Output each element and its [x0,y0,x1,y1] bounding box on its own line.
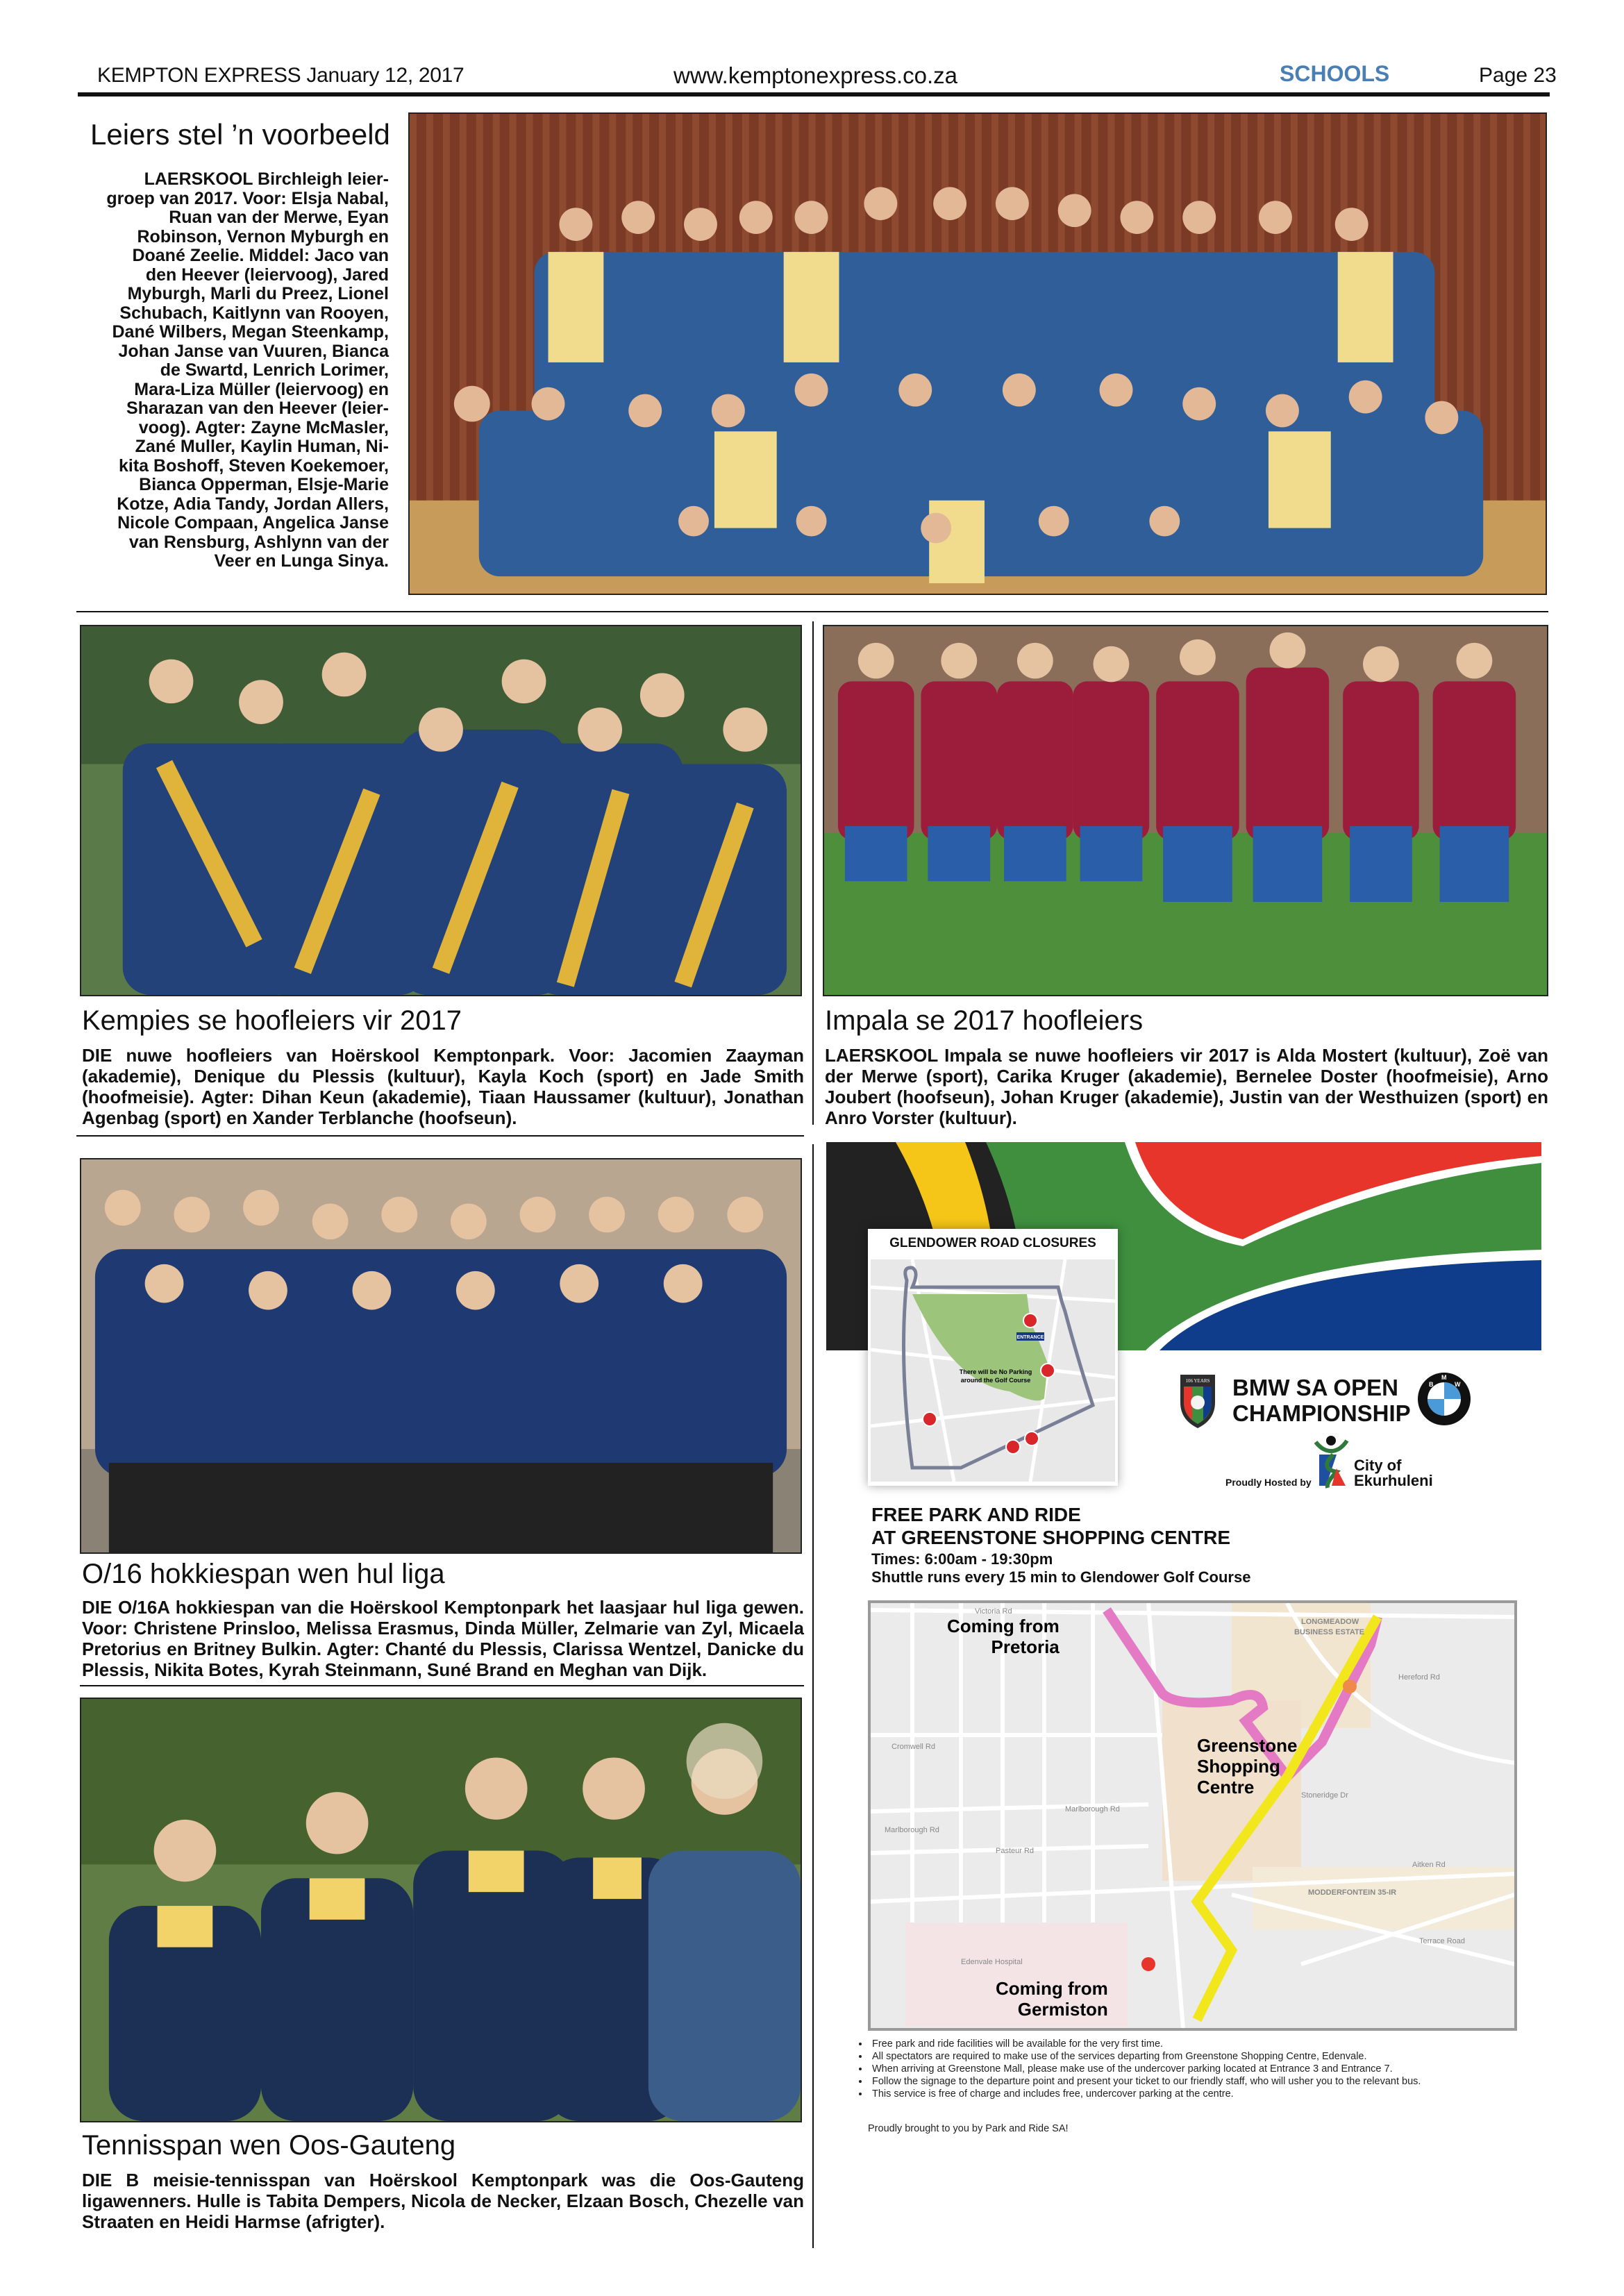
entrance-marker: ENTRANCE [1016,1335,1044,1340]
caption-line: Johan Janse van Vuuren, Bianca [118,341,389,361]
caption-line: Doané Zeelie. Middel: Jaco van [132,246,389,265]
svg-text:Hereford Rd: Hereford Rd [1398,1673,1440,1682]
headline-kempies: Kempies se hoofleiers vir 2017 [82,1005,462,1036]
caption-birchleigh [76,170,389,571]
caption-kempies: DIE nuwe hoofleiers van Hoërskool Kemptonpark. Voor: Jacomien Zaayman (akademie), Denique du Plessis (kultuur), Kayla Koch (sport) en Jade Smith (hoofmeisie). Agter: Dihan Keun (akademie), Tiaan Haussamer (kultuur), Jonathan Agenbag (sport) en Xander Terblanche (hoofseun). [82,1045,804,1128]
caption-impala: LAERSKOOL Impala se nuwe hoofleiers vir 2017 is Alda Mostert (kultuur), Zoë van der Merwe (sport), Carika Kruger (akademie), Bernelee Doster (hoofmeisie), Arno Joubert (hoofseun), Johan Kruger (akademie), Justin van der Westhuizen (sport) en Anro Vorster (kultuur). [825,1045,1548,1128]
column-divider [812,621,814,1125]
caption-line: groep van 2017. Voor: Elsja Nabal, [106,188,389,208]
caption-tennis: DIE B meisie-tennisspan van Hoërskool Kemptonpark was die Oos-Gauteng ligawenners. Hulle is Tabita Dempers, Nicola de Necker, Elzaan Bosch, Chezelle van Straaten en Heidi Harmse (afrigter). [82,2170,804,2232]
caption-line: LAERSKOOL Birchleigh leier- [144,169,389,189]
svg-text:M: M [1441,1374,1447,1381]
caption-line: Zané Muller, Kaylin Human, Ni- [135,437,389,456]
svg-text:Pasteur Rd: Pasteur Rd [996,1847,1035,1855]
years-label: 106 YEARS [1185,1378,1210,1384]
label-line: Germiston [1017,1999,1108,2020]
caption-line: den Heever (leiervoog), Jared [145,265,389,285]
svg-text:Marlborough Rd: Marlborough Rd [1065,1805,1120,1813]
shuttle-info: Shuttle runs every 15 min to Glendower Golf Course [871,1568,1251,1586]
host-name-line-1: City of [1354,1457,1402,1474]
caption-line: voog). Agter: Zayne McMasler, [138,417,389,437]
advert-bmw-sa-open [826,1142,1541,2218]
caption-line: de Swartd, Lenrich Lorimer, [160,360,389,380]
label-greenstone [1197,1735,1298,1798]
label-from-pretoria [947,1616,1060,1657]
caption-line: Robinson, Vernon Myburgh en [137,226,389,246]
page-number: Page 23 [1479,64,1557,87]
section-divider [76,1135,804,1137]
label-line: Pretoria [991,1636,1060,1657]
hosted-by-label: Proudly Hosted by [1225,1477,1312,1488]
greenstone-route-map[interactable] [868,1600,1517,2031]
park-title-line-2: AT GREENSTONE SHOPPING CENTRE [871,1527,1231,1548]
host-name [1354,1458,1433,1489]
label-line: Greenstone [1197,1735,1298,1756]
section-divider [76,611,1548,612]
photo-impala-leaders [823,625,1548,996]
column-divider [812,1144,814,2248]
note-item: • When arriving at Greenstone Mall, please make use of the undercover parking located at Entrance 3 and Entrance 7. [869,2063,1529,2075]
photo-tennis-team [80,1698,802,2122]
website-link[interactable]: www.kemptonexpress.co.za [673,62,958,88]
label-line: Shopping [1197,1756,1280,1777]
caption-line: Veer en Lunga Sinya. [214,551,389,571]
caption-line: Mara-Liza Müller (leiervoog) en [134,379,389,399]
ekurhuleni-logo-icon [1312,1434,1350,1489]
svg-text:Cromwell Rd: Cromwell Rd [891,1743,935,1751]
label-line: Coming from [947,1616,1060,1636]
headline-impala: Impala se 2017 hoofleiers [825,1005,1144,1036]
caption-line: Dané Wilbers, Megan Steenkamp, [112,322,389,342]
caption-line: Sharazan van den Heever (leier- [126,399,389,418]
svg-text:Victoria Rd: Victoria Rd [975,1607,1012,1616]
host-name-line-2: Ekurhuleni [1354,1472,1433,1489]
sa-open-shield-icon [1177,1371,1219,1430]
caption-line: Bianca Opperman, Elsje-Marie [139,475,389,494]
note-item: • Follow the signage to the departure point and present your ticket to our friendly staff, who will usher you to the relevant bus. [869,2075,1529,2088]
label-line: Centre [1197,1777,1255,1798]
caption-line: Nicole Compaan, Angelica Janse [117,513,389,533]
caption-hockey: DIE O/16A hokkiespan van die Hoërskool Kemptonpark het laasjaar hul liga gewen. Voor: Christene Prinsloo, Melissa Erasmus, Dinda Müller, Zelmarie van Zyl, Micaela Pretorius en Britney Bulkin. Agter: Chanté du Plessis, Clarissa Wentzel, Danicke du Plessis, Nikita Botes, Kyrah Steinmann, Suné Brand en Meghan van Dijk. [82,1597,804,1680]
park-and-ride-notes [854,2038,1529,2100]
event-name [1232,1375,1411,1426]
park-title-line-1: FREE PARK AND RIDE [871,1504,1081,1525]
no-parking-note-1: There will be No Parking [959,1368,1032,1375]
caption-line: Schubach, Kaitlynn van Rooyen, [119,303,389,323]
svg-text:LONGMEADOW: LONGMEADOW [1301,1618,1359,1626]
road-closures-map[interactable] [871,1259,1115,1482]
publication-date: KEMPTON EXPRESS January 12, 2017 [97,64,464,87]
road-closures-card [868,1229,1118,1486]
svg-text:Marlborough Rd: Marlborough Rd [885,1826,939,1834]
headline-tennis: Tennisspan wen Oos-Gauteng [82,2130,456,2161]
section-label: SCHOOLS [1280,61,1390,86]
event-name-line-2: CHAMPIONSHIP [1232,1400,1411,1426]
caption-line: Myburgh, Marli du Preez, Lionel [127,284,389,303]
caption-line: kita Boshoff, Steven Koekemoer, [118,455,389,476]
svg-text:Stoneridge Dr: Stoneridge Dr [1301,1791,1348,1800]
note-item: • All spectators are required to make use of the services departing from Greenstone Shopping Centre, Edenvale. [869,2050,1529,2063]
caption-line: van Rensburg, Ashlynn van der [128,532,389,552]
photo-birchleigh-group [408,112,1547,595]
note-item: • This service is free of charge and includes free, undercover parking at the centre. [869,2088,1529,2100]
park-and-ride-times: Times: 6:00am - 19:30pm [871,1550,1053,1568]
svg-text:BUSINESS ESTATE: BUSINESS ESTATE [1294,1628,1365,1636]
caption-line: Ruan van der Merwe, Eyan [169,208,389,227]
svg-text:MODDERFONTEIN 35-IR: MODDERFONTEIN 35-IR [1308,1888,1397,1897]
bmw-logo-icon [1416,1371,1472,1427]
headline-hockey: O/16 hokkiespan wen hul liga [82,1559,445,1589]
no-parking-note-2: around the Golf Course [960,1377,1031,1384]
label-line: Coming from [996,1978,1108,1999]
svg-text:Terrace Road: Terrace Road [1419,1937,1466,1945]
svg-text:W: W [1455,1381,1461,1388]
svg-text:Aitken Rd: Aitken Rd [1412,1861,1446,1869]
svg-text:Edenvale Hospital: Edenvale Hospital [961,1958,1023,1966]
svg-text:B: B [1429,1381,1434,1388]
headline-birchleigh: Leiers stel ’n voorbeeld [90,118,390,151]
section-divider [80,1685,804,1686]
advert-footer: Proudly brought to you by Park and Ride SA! [868,2123,1069,2134]
photo-hockey-team [80,1158,802,1554]
event-name-line-1: BMW SA OPEN [1232,1375,1398,1400]
note-item: • Free park and ride facilities will be available for the very first time. [869,2038,1529,2050]
road-closures-title: GLENDOWER ROAD CLOSURES [889,1236,1096,1250]
photo-kemptonpark-leaders [80,625,802,996]
caption-line: Kotze, Adia Tandy, Jordan Allers, [117,494,389,514]
label-from-germiston [996,1978,1108,2020]
park-and-ride-title [871,1503,1230,1549]
header-rule [78,92,1550,97]
